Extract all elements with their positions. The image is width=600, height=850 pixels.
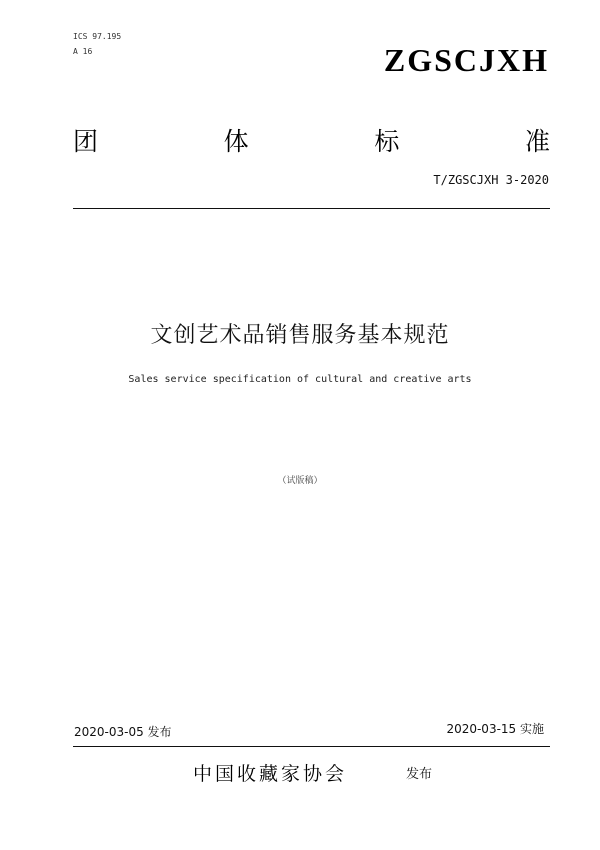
ccs-code: A 16 [73,47,93,56]
implementation-date: 2020-03-15 实施 [446,722,544,736]
edition-note: （试版稿） [277,476,323,486]
document-title-chinese: 文创艺术品销售服务基本规范 [150,323,450,348]
standard-type-char: 标 [374,127,400,156]
footer-divider [73,746,550,747]
issuing-organization: 中国收藏家协会 [193,763,348,785]
standard-type-char: 准 [524,127,550,156]
standard-number: T/ZGSCJXH 3-2020 [433,173,549,187]
document-title-english: Sales service specification of cultural and creative arts [128,374,472,385]
issuer-suffix: 发布 [406,767,433,782]
ics-code: ICS 97.195 [73,32,122,41]
issue-date: 2020-03-05 发布 [74,725,172,739]
header-divider [73,208,550,209]
organization-code: ZGSCJXH [383,42,549,78]
standard-type-char: 体 [223,127,249,156]
standard-type-char: 团 [73,127,99,156]
standard-type-heading [73,122,550,162]
classification-codes [73,29,121,59]
